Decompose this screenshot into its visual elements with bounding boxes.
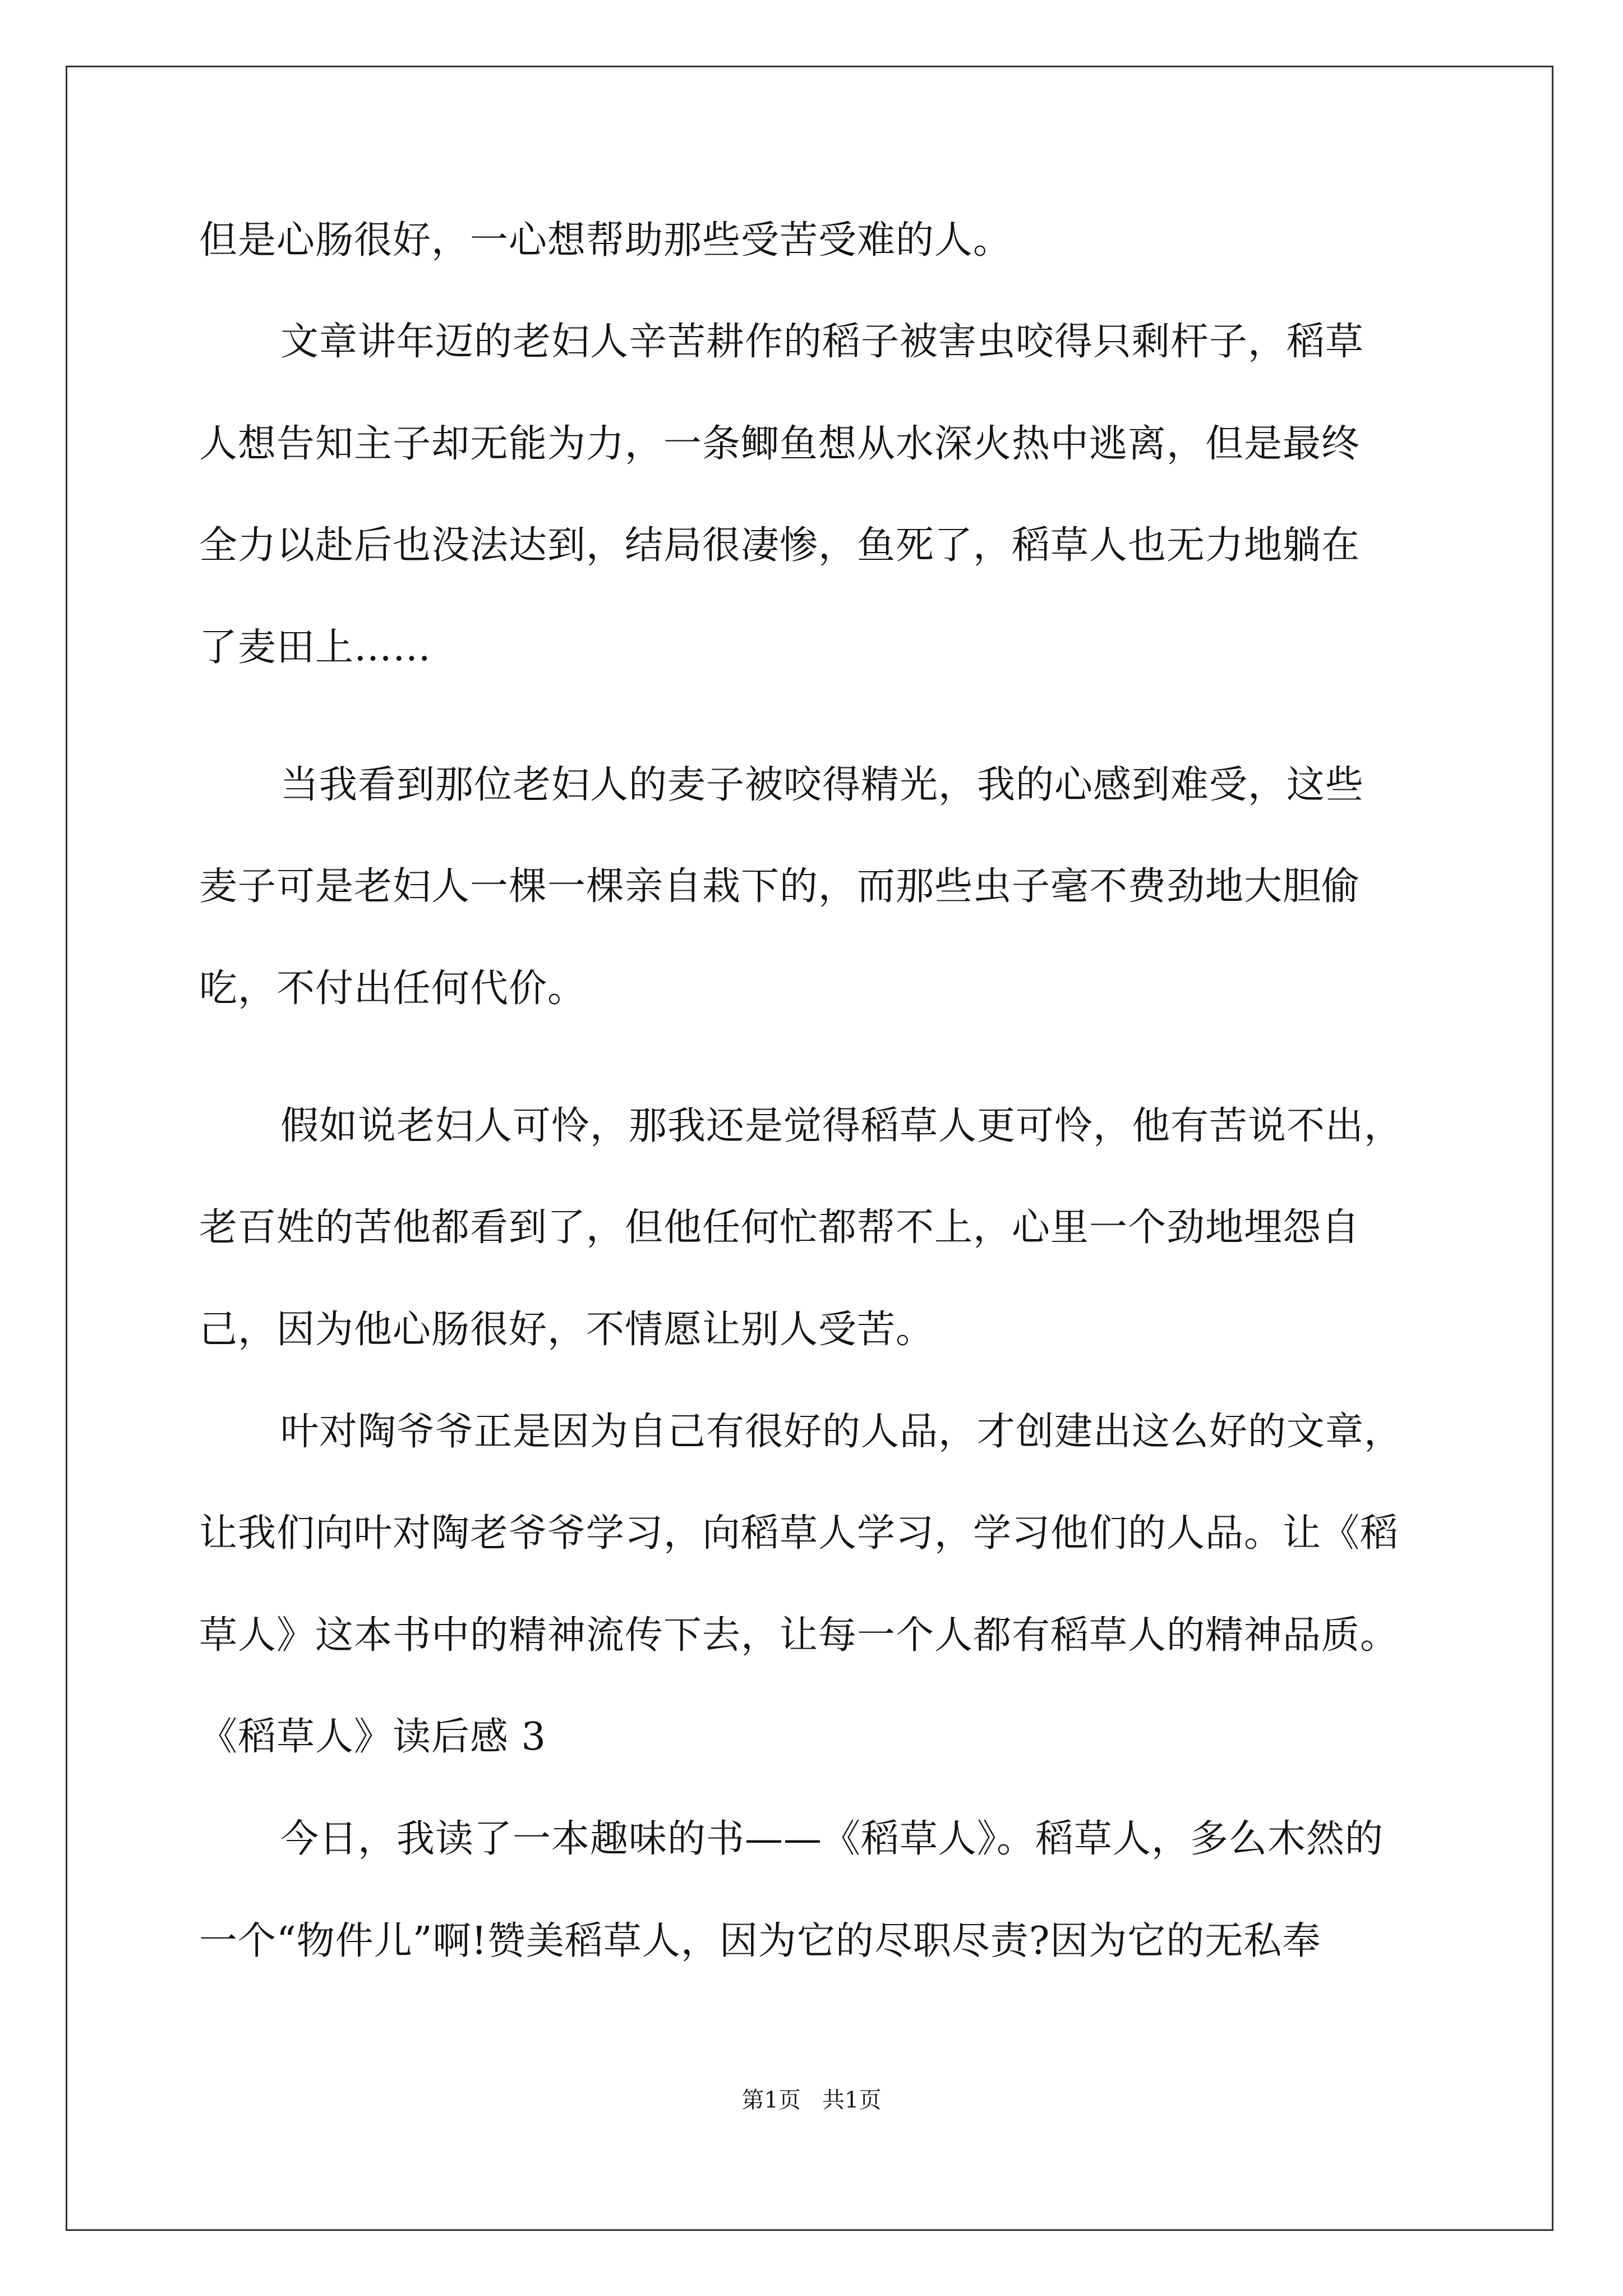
text-line: 但是心肠很好，一心想帮助那些受苦受难的人。 [199, 218, 1012, 263]
text-line: 己，因为他心肠很好，不情愿让别人受苦。 [199, 1308, 935, 1352]
text-line: 麦子可是老妇人一棵一棵亲自栽下的，而那些虫子毫不费劲地大胆偷 [199, 864, 1361, 909]
section-heading: 《稻草人》读后感 3 [199, 1715, 546, 1759]
text-line: 人想告知主子却无能为力，一条鲫鱼想从水深火热中逃离，但是最终 [199, 422, 1361, 466]
text-line: 全力以赴后也没法达到，结局很凄惨，鱼死了，稻草人也无力地躺在 [199, 523, 1361, 568]
text-line: 一个“物件儿”啊!赞美稻草人，因为它的尽职尽责?因为它的无私奉 [199, 1919, 1321, 1963]
paragraph-start-line: 假如说老妇人可怜，那我还是觉得稻草人更可怜，他有苦说不出， [280, 1104, 1403, 1148]
text-line: 草人》这本书中的精神流传下去，让每一个人都有稻草人的精神品质。 [199, 1613, 1399, 1658]
text-line: 让我们向叶对陶老爷爷学习，向稻草人学习，学习他们的人品。让《稻 [199, 1511, 1399, 1556]
paragraph-start-line: 文章讲年迈的老妇人辛苦耕作的稻子被害虫咬得只剩杆子，稻草 [280, 320, 1364, 364]
paragraph-start-line: 当我看到那位老妇人的麦子被咬得精光，我的心感到难受，这些 [280, 763, 1364, 807]
paragraph-start-line: 今日，我读了一本趣味的书——《稻草人》。稻草人，多么木然的 [280, 1817, 1384, 1861]
text-line: 吃，不付出任何代价。 [199, 967, 587, 1011]
paragraph-start-line: 叶对陶爷爷正是因为自己有很好的人品，才创建出这么好的文章， [280, 1410, 1403, 1454]
text-line: 老百姓的苦他都看到了，但他任何忙都帮不上，心里一个劲地埋怨自 [199, 1205, 1361, 1250]
page-number-footer: 第1页 共1页 [741, 2087, 882, 2113]
text-line: 了麦田上…… [199, 625, 432, 670]
